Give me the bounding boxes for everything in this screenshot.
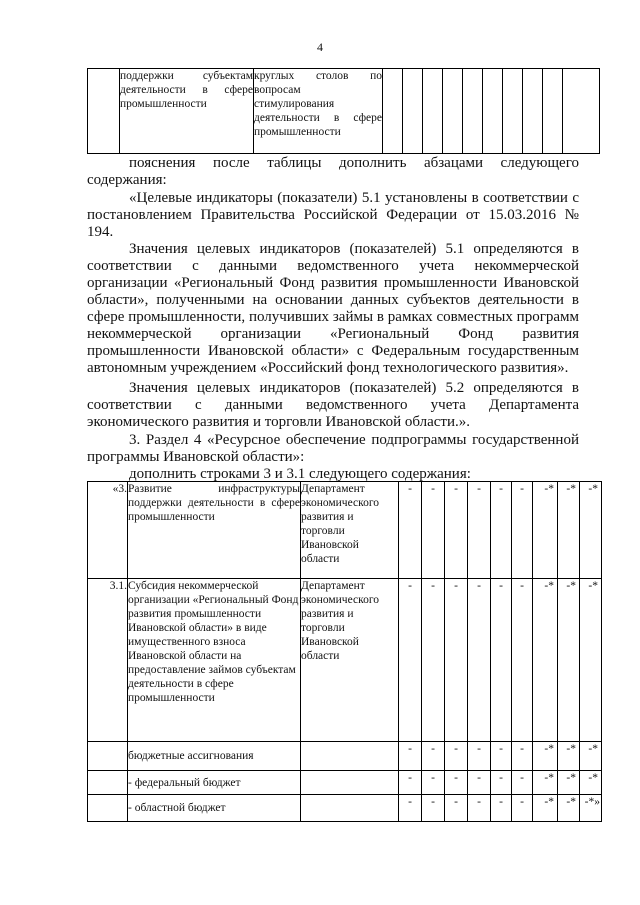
value-cell: - [512, 482, 533, 579]
value-cell: -* [558, 771, 580, 795]
row-number: «3. [88, 482, 128, 579]
table-cell-text: круглых столов по вопросам стимулирования деятельности в сфере промышленности [254, 69, 383, 154]
value-cell: - [422, 579, 445, 742]
value-cell: - [399, 742, 422, 771]
table-cell [543, 69, 563, 154]
row-number [88, 795, 128, 822]
value-cell: - [445, 482, 468, 579]
table-row [88, 742, 602, 771]
row-executor [301, 795, 399, 822]
row-number [88, 742, 128, 771]
value-cell: -* [558, 579, 580, 742]
value-cell: - [468, 742, 491, 771]
value-cell: - [491, 482, 512, 579]
value-cell: - [491, 771, 512, 795]
page-number: 4 [317, 40, 323, 54]
value-cell: - [512, 795, 533, 822]
value-cell: -*» [580, 795, 602, 822]
row-number [88, 771, 128, 795]
value-cell: -* [533, 482, 558, 579]
value-cell: -* [558, 795, 580, 822]
value-cell: - [399, 795, 422, 822]
paragraph: пояснения после таблицы дополнить абзацами следующего содержания: [87, 155, 579, 188]
table-cell [523, 69, 543, 154]
value-cell: - [399, 579, 422, 742]
value-cell: - [491, 742, 512, 771]
value-cell: -* [533, 771, 558, 795]
row-name: Субсидия некоммерческой организации «Региональный Фонд развития промышленности Ивановской области» в виде имущественного взноса Ивановской области на предоставление займов субъектам деятельности в сфере промышленности [128, 579, 301, 742]
value-cell: -* [558, 482, 580, 579]
table-cell [483, 69, 503, 154]
paragraph: Значения целевых индикаторов (показателей) 5.1 определяются в соответствии с данными ведомственного учета некоммерческой организации «Региональный Фонд развития промышленности Ивановской области», полученными на основании данных субъектов деятельности в сфере промышленности, получивших займы в рамках совместных программ некоммерческой организации «Региональный Фонд развития промышленности Ивановской области» с Федеральным государственным автономным учреждением «Российский фонд технологического развития». [87, 241, 579, 376]
row-name: Развитие инфраструктуры поддержки деятельности в сфере промышленности [128, 482, 301, 579]
value-cell: -* [533, 795, 558, 822]
value-cell: - [468, 795, 491, 822]
value-cell: - [491, 795, 512, 822]
value-cell: - [445, 771, 468, 795]
table-cell-text: поддержки субъектам деятельности в сфере промышленности [120, 69, 254, 154]
value-cell: -* [580, 771, 602, 795]
value-cell: - [422, 482, 445, 579]
table-row [88, 771, 602, 795]
table-cell [563, 69, 600, 154]
row-name: бюджетные ассигнования [128, 742, 301, 771]
continuation-table [87, 68, 600, 154]
paragraph: 3. Раздел 4 «Ресурсное обеспечение подпрограммы государственной программы Ивановской области»: [87, 432, 579, 465]
value-cell: - [445, 742, 468, 771]
paragraph: Значения целевых индикаторов (показателей) 5.2 определяются в соответствии с данными ведомственного учета Департамента экономического развития и торговли Ивановской области.». [87, 380, 579, 430]
resource-table [87, 481, 602, 822]
value-cell: - [422, 742, 445, 771]
value-cell: - [422, 771, 445, 795]
value-cell: -* [533, 742, 558, 771]
value-cell: - [445, 795, 468, 822]
value-cell: -* [580, 742, 602, 771]
row-name: - федеральный бюджет [128, 771, 301, 795]
value-cell: -* [580, 482, 602, 579]
table-cell [463, 69, 483, 154]
value-cell: - [399, 482, 422, 579]
value-cell: - [468, 771, 491, 795]
value-cell: -* [558, 742, 580, 771]
row-number: 3.1. [88, 579, 128, 742]
table-cell [403, 69, 423, 154]
value-cell: -* [533, 579, 558, 742]
table-cell [88, 69, 120, 154]
row-name: - областной бюджет [128, 795, 301, 822]
value-cell: - [468, 482, 491, 579]
table-cell [423, 69, 443, 154]
value-cell: - [512, 771, 533, 795]
row-executor: Департамент экономического развития и торговли Ивановской области [301, 579, 399, 742]
value-cell: - [468, 579, 491, 742]
value-cell: - [512, 579, 533, 742]
value-cell: - [445, 579, 468, 742]
row-executor: Департамент экономического развития и торговли Ивановской области [301, 482, 399, 579]
table-row [88, 69, 600, 154]
table-row [88, 579, 602, 742]
table-cell [443, 69, 463, 154]
table-cell [383, 69, 403, 154]
value-cell: - [422, 795, 445, 822]
value-cell: - [399, 771, 422, 795]
table-cell [503, 69, 523, 154]
table-row [88, 795, 602, 822]
value-cell: -* [580, 579, 602, 742]
paragraph: дополнить строками 3 и 3.1 следующего содержания: [129, 466, 471, 482]
row-executor [301, 771, 399, 795]
paragraph: «Целевые индикаторы (показатели) 5.1 установлены в соответствии с постановлением Правительства Российской Федерации от 15.03.2016 № 194. [87, 190, 579, 240]
value-cell: - [512, 742, 533, 771]
table-row [88, 482, 602, 579]
row-executor [301, 742, 399, 771]
value-cell: - [491, 579, 512, 742]
